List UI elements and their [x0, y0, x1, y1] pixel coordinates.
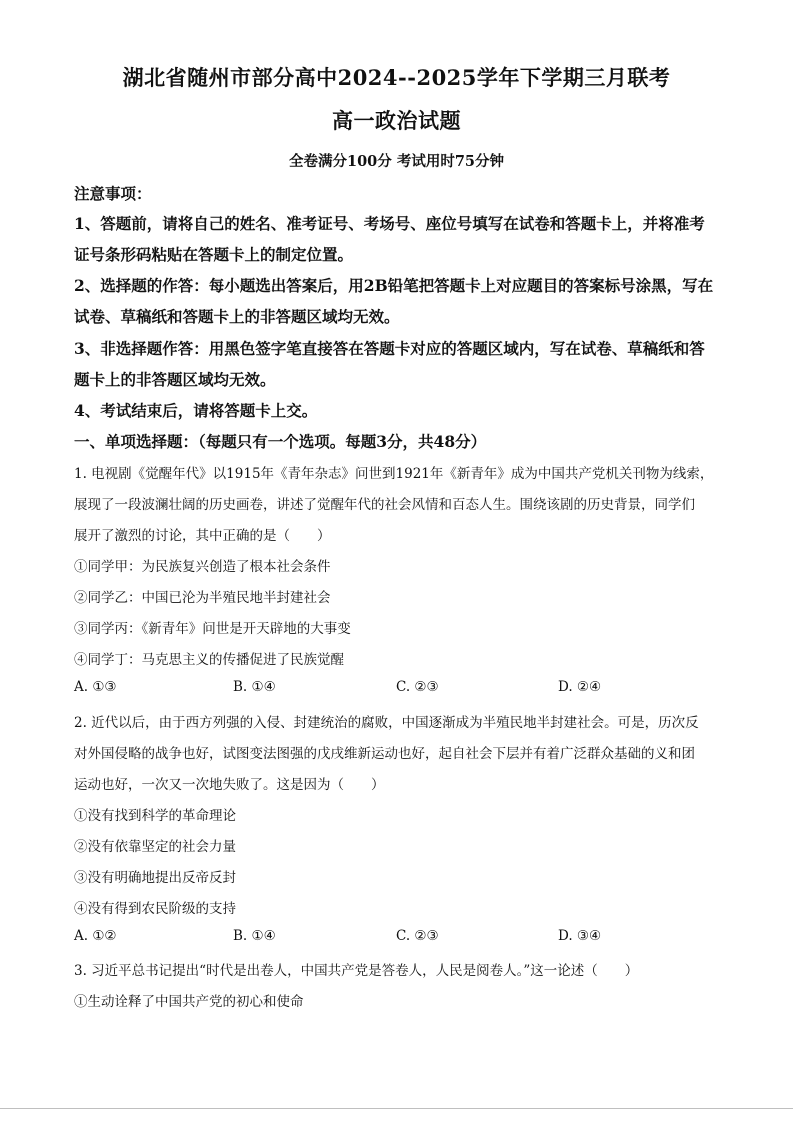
question-2-option-b: B. ①④ — [233, 928, 276, 944]
question-2-item: ②没有依靠坚定的社会力量 — [74, 839, 236, 855]
question-2-stem: 运动也好，一次又一次地失败了。这是因为（ ） — [74, 777, 385, 793]
question-1-item: ③同学丙：《新青年》问世是开天辟地的大事变 — [74, 621, 351, 637]
notice-line: 题卡上的非答题区域均无效。 — [74, 370, 276, 389]
question-3-item: ①生动诠释了中国共产党的初心和使命 — [74, 994, 304, 1010]
notice-heading: 注意事项： — [74, 184, 152, 203]
exam-subject: 高一政治试题 — [332, 108, 461, 133]
question-1-item: ④同学丁：马克思主义的传播促进了民族觉醒 — [74, 652, 344, 668]
question-2-stem: 对外国侵略的战争也好，试图变法图强的戊戌维新运动也好，起自社会下层并有着广泛群众基础的义和团 — [74, 746, 695, 762]
question-1-option-b: B. ①④ — [233, 679, 276, 695]
question-1-option-d: D. ②④ — [558, 679, 602, 695]
page-bottom-divider — [0, 1108, 793, 1109]
question-1-item: ②同学乙：中国已沦为半殖民地半封建社会 — [74, 590, 331, 606]
question-2-item: ③没有明确地提出反帝反封 — [74, 870, 236, 886]
question-1-stem: 展开了激烈的讨论，其中正确的是（ ） — [74, 528, 331, 544]
question-2-option-a: A. ①② — [74, 928, 117, 944]
question-3-stem: 3. 习近平总书记提出“时代是出卷人，中国共产党是答卷人，人民是阅卷人。”这一论述（ ） — [74, 963, 639, 979]
notice-line: 4、考试结束后，请将答题卡上交。 — [74, 401, 318, 420]
question-1-option-c: C. ②③ — [396, 679, 439, 695]
question-1-item: ①同学甲：为民族复兴创造了根本社会条件 — [74, 559, 331, 575]
question-2-option-c: C. ②③ — [396, 928, 439, 944]
exam-info: 全卷满分100分 考试用时75分钟 — [289, 153, 504, 170]
question-2-item: ①没有找到科学的革命理论 — [74, 808, 236, 824]
notice-line: 2、选择题的作答：每小题选出答案后，用2B铅笔把答题卡上对应题目的答案标号涂黑，写在 — [74, 276, 714, 295]
exam-title: 湖北省随州市部分高中2024--2025学年下学期三月联考 — [122, 65, 671, 90]
question-2-stem: 2. 近代以后，由于西方列强的入侵、封建统治的腐败，中国逐渐成为半殖民地半封建社会。可是，历次反 — [74, 715, 699, 731]
notice-line: 1、答题前，请将自己的姓名、准考证号、考场号、座位号填写在试卷和答题卡上，并将准考 — [74, 214, 705, 233]
question-1-stem: 展现了一段波澜壮阔的历史画卷，讲述了觉醒年代的社会风情和百态人生。围绕该剧的历史背景，同学们 — [74, 497, 695, 513]
section-heading: 一、单项选择题：（每题只有一个选项。每题3分，共48分） — [74, 432, 487, 451]
notice-line: 试卷、草稿纸和答题卡上的非答题区域均无效。 — [74, 307, 400, 326]
question-2-item: ④没有得到农民阶级的支持 — [74, 901, 236, 917]
question-1-option-a: A. ①③ — [74, 679, 117, 695]
question-2-option-d: D. ③④ — [558, 928, 602, 944]
notice-line: 3、非选择题作答：用黑色签字笔直接答在答题卡对应的答题区域内，写在试卷、草稿纸和答 — [74, 339, 705, 358]
notice-line: 证号条形码粘贴在答题卡上的制定位置。 — [74, 245, 354, 264]
question-1-stem: 1. 电视剧《觉醒年代》以1915年《青年杂志》问世到1921年《新青年》成为中国共产党机关刊物为线索， — [74, 466, 714, 482]
